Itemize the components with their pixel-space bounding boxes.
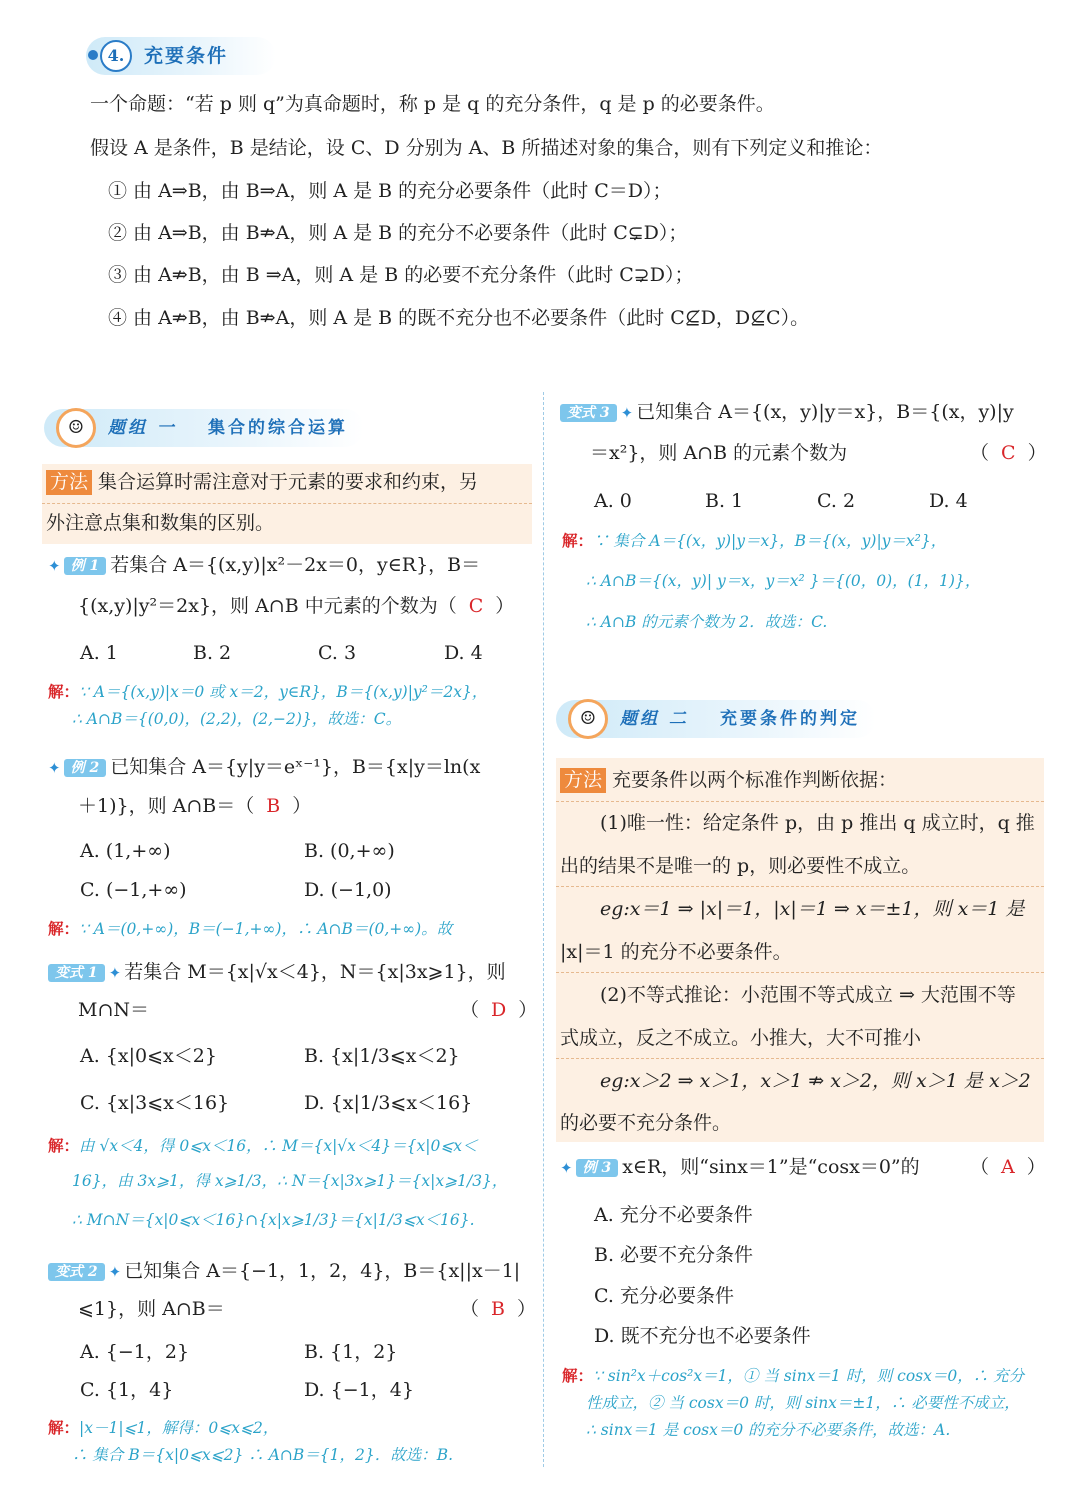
ex1-solution-2: ∴ A∩B＝{(0,0)，(2,2)，(2,−2)}，故选：C。 [72, 710, 402, 728]
sparkle-icon: ✦ [560, 1159, 573, 1177]
ex3-solution-1 [562, 1367, 1024, 1386]
sol-text: ∵ A＝(0,+∞)，B＝(−1,+∞)，∴ A∩B＝(0,+∞)。故 [79, 920, 453, 938]
ex1-q2: {(x,y)|y²＝2x}，则 A∩B 中元素的个数为（ [78, 595, 457, 617]
option: A. {−1，2} [80, 1341, 190, 1363]
bullet-dot [88, 50, 98, 60]
ex3-solution-2: 性成立，② 当 cosx＝0 时，则 sinx＝±1，∴ 必要性不成立， [586, 1394, 1020, 1412]
close-paren: ） [516, 1298, 536, 1320]
divider [42, 503, 532, 504]
open-paren: （ [460, 1298, 480, 1320]
option: D. {−1，4} [304, 1379, 414, 1401]
example-badge: 例 3 [576, 1159, 619, 1178]
sol-text: ∵ 集合 A＝{(x，y)|y＝x}，B＝{(x，y)|y＝x²}， [593, 532, 947, 550]
method-line-1: (1)唯一性：给定条件 p，由 p 推出 q 成立时，q 推 [600, 812, 1035, 834]
v1-solution-3: ∴ M∩N＝{x|0⩽x＜16}∩{x|x⩾1/3}＝{x|1/3⩽x＜16}. [72, 1211, 475, 1229]
option: C. 2 [817, 490, 856, 512]
divider [556, 1058, 1044, 1059]
intro-p1: 一个命题：“若 p 则 q”为真命题时，称 p 是 q 的充分条件，q 是 p 的必要条件。 [90, 93, 775, 115]
intro-item: ③ 由 A⇏B，由 B ⇒A，则 A 是 B 的必要不充分条件（此时 C⊋D）； [108, 264, 694, 286]
method-line-2: 外注意点集和数集的区别。 [46, 512, 275, 534]
solution-label: 解： [48, 1136, 80, 1155]
option: D. {x|1/3⩽x＜16} [304, 1092, 473, 1114]
option: D. 4 [444, 642, 483, 664]
close-paren: ） [518, 999, 538, 1021]
avatar-icon: ☺ [568, 699, 608, 739]
answer: D [491, 999, 507, 1021]
v3-question-2: ＝x²}，则 A∩B 的元素个数为 [590, 442, 848, 464]
option: C. {x|3⩽x＜16} [80, 1092, 230, 1114]
option: B. 必要不充分条件 [594, 1244, 754, 1266]
sol-text: 由 √x＜4，得 0⩽x＜16，∴ M＝{x|√x＜4}＝{x|0⩽x＜ [79, 1137, 478, 1155]
method-line-8: 的必要不充分条件。 [560, 1112, 732, 1134]
option: C. 3 [318, 642, 357, 664]
method-line-1 [46, 470, 478, 495]
group2-title: 充要条件的判定 [720, 709, 860, 729]
option: A. 1 [80, 642, 118, 664]
option: A. 充分不必要条件 [594, 1204, 753, 1226]
sparkle-icon: ✦ [620, 404, 634, 422]
ex1-question-2 [78, 595, 514, 618]
section-number: 4. [100, 40, 132, 72]
solution-label: 解： [562, 531, 594, 550]
solution-label: 解： [48, 919, 80, 938]
ex2-q2: ＋1)}，则 A∩B＝（ [78, 795, 255, 817]
ex1-q1: 若集合 A＝{(x,y)|x²－2x＝0，y∈R}，B＝ [110, 554, 481, 576]
avatar-icon: ☺ [56, 408, 96, 448]
method-line-3: eg:x＝1 ⇒ |x|＝1，|x|＝1 ⇒ x＝±1，则 x＝1 是 [600, 898, 1025, 920]
intro-item: ① 由 A⇒B，由 B⇒A，则 A 是 B 的充分必要条件（此时 C＝D）； [108, 180, 672, 202]
divider [556, 801, 1044, 802]
option: D. 4 [929, 490, 968, 512]
sol-text: ∵ A＝{(x,y)|x＝0 或 x＝2，y∈R}，B＝{(x,y)|y²＝2x}， [79, 683, 488, 701]
column-divider [543, 392, 544, 1467]
method-line-4: |x|＝1 的充分不必要条件。 [560, 941, 792, 963]
open-paren: （ [970, 442, 990, 464]
close-paren: ） [1026, 1156, 1046, 1178]
v3-answer [970, 442, 1047, 465]
v1-question-2: M∩N＝ [78, 999, 149, 1021]
ex2-question [48, 756, 480, 779]
option: B. (0,+∞) [304, 840, 395, 862]
solution-label: 解： [48, 1418, 80, 1437]
close-paren: ） [292, 795, 312, 817]
example-badge: 例 2 [64, 759, 107, 778]
method-line-6: 式成立，反之不成立。小推大，大不可推小 [560, 1027, 922, 1049]
method-text: 集合运算时需注意对于元素的要求和约束，另 [98, 471, 479, 493]
answer: A [1001, 1156, 1015, 1178]
v1-question [48, 961, 506, 984]
sol-text: ∵ sin²x＋cos²x＝1，① 当 sinx＝1 时，则 cosx＝0，∴ 充分 [593, 1367, 1025, 1385]
answer: B [491, 1298, 505, 1320]
divider [556, 972, 1044, 973]
sparkle-icon: ✦ [108, 964, 122, 982]
v2-question [48, 1260, 520, 1283]
v1-solution-1 [48, 1137, 478, 1156]
variant-badge: 变式 1 [48, 964, 105, 983]
group1-title: 集合的综合运算 [208, 418, 348, 438]
v1-solution-2: 16}，由 3x⩾1，得 x⩾1/3，∴ N＝{x|3x⩾1}＝{x|x⩾1/3}， [72, 1172, 508, 1190]
variant-badge: 变式 3 [560, 404, 617, 423]
v1-answer [460, 999, 537, 1022]
open-paren: （ [460, 999, 480, 1021]
method-line-5: (2)不等式推论：小范围不等式成立 ⇒ 大范围不等 [600, 984, 1016, 1006]
intro-p2: 假设 A 是条件，B 是结论，设 C、D 分别为 A、B 所描述对象的集合，则有下列定义和推论： [90, 137, 883, 159]
v2-q1: 已知集合 A＝{−1，1，2，4}，B＝{x||x－1| [124, 1260, 521, 1282]
method-label: 方法 [46, 470, 92, 495]
method-line-2: 出的结果不是唯一的 p，则必要性不成立。 [560, 855, 921, 877]
ex2-q1: 已知集合 A＝{y|y＝eˣ⁻¹}，B＝{x|y＝ln(x [110, 756, 481, 778]
v3-question [560, 401, 1014, 424]
solution-label: 解： [48, 682, 80, 701]
ex1-question [48, 554, 480, 577]
ex1-solution-1 [48, 683, 487, 702]
option: C. {1，4} [80, 1379, 174, 1401]
v3-solution-1 [562, 532, 946, 551]
v2-question-2: ⩽1}，则 A∩B＝ [78, 1298, 225, 1320]
close-paren: ） [495, 595, 515, 617]
ex3-answer [970, 1156, 1046, 1179]
open-paren: （ [970, 1156, 990, 1178]
option: D. (−1,0) [304, 879, 392, 901]
divider [556, 886, 1044, 887]
example-badge: 例 1 [64, 557, 107, 576]
method-line-7: eg:x＞2 ⇒ x＞1，x＞1 ⇏ x＞2，则 x＞1 是 x＞2 [600, 1070, 1031, 1092]
v2-solution-2: ∴ 集合 B＝{x|0⩽x⩽2} ∴ A∩B＝{1，2}．故选：B. [72, 1446, 454, 1464]
section-title: 充要条件 [144, 45, 229, 67]
method-line-0 [560, 768, 897, 793]
ex2-solution-1 [48, 920, 452, 939]
option: B. 1 [705, 490, 744, 512]
answer: B [266, 795, 281, 817]
option: D. 既不充分也不必要条件 [594, 1325, 811, 1347]
sparkle-icon: ✦ [48, 759, 61, 777]
answer: C [468, 595, 484, 617]
option: A. {x|0⩽x＜2} [80, 1045, 217, 1067]
sparkle-icon: ✦ [48, 557, 61, 575]
intro-item: ② 由 A⇒B，由 B⇏A，则 A 是 B 的充分不必要条件（此时 C⊊D）； [108, 222, 688, 244]
ex3-solution-3: ∴ sinx＝1 是 cosx＝0 的充分不必要条件，故选：A. [586, 1421, 951, 1439]
close-paren: ） [1027, 442, 1047, 464]
intro-item: ④ 由 A⇏B，由 B⇏A，则 A 是 B 的既不充分也不必要条件（此时 C⊈D，D⊈C）。 [108, 307, 810, 329]
option: A. 0 [594, 490, 632, 512]
v1-q1: 若集合 M＝{x|√x＜4}，N＝{x|3x⩾1}，则 [124, 961, 506, 983]
v3-solution-2: ∴ A∩B＝{(x，y)| y＝x，y＝x² }＝{(0，0)，(1，1)}， [586, 572, 981, 590]
method-text: 充要条件以两个标准作判断依据： [612, 769, 898, 791]
method-label: 方法 [560, 768, 606, 793]
option: B. 2 [193, 642, 232, 664]
v2-solution-1 [48, 1419, 278, 1438]
sol-text: |x－1|⩽1，解得：0⩽x⩽2， [79, 1419, 279, 1437]
group1-label: 题组 一 [108, 418, 177, 438]
answer: C [1001, 442, 1016, 464]
option: C. (−1,+∞) [80, 879, 187, 901]
option: B. {x|1/3⩽x＜2} [304, 1045, 460, 1067]
variant-badge: 变式 2 [48, 1263, 105, 1282]
v3-q1: 已知集合 A＝{(x，y)|y＝x}，B＝{(x，y)|y [636, 401, 1014, 423]
ex3-q1: x∈R，则“sinx＝1”是“cosx＝0”的 [622, 1156, 920, 1178]
solution-label: 解： [562, 1366, 594, 1385]
v2-answer [460, 1298, 536, 1321]
option: A. (1,+∞) [80, 840, 171, 862]
sparkle-icon: ✦ [108, 1263, 122, 1281]
option: C. 充分必要条件 [594, 1285, 734, 1307]
group2-label: 题组 二 [620, 709, 689, 729]
ex3-question [560, 1156, 920, 1179]
ex2-question-2 [78, 795, 311, 818]
option: B. {1，2} [304, 1341, 398, 1363]
v3-solution-3: ∴ A∩B 的元素个数为 2．故选：C. [586, 613, 828, 631]
